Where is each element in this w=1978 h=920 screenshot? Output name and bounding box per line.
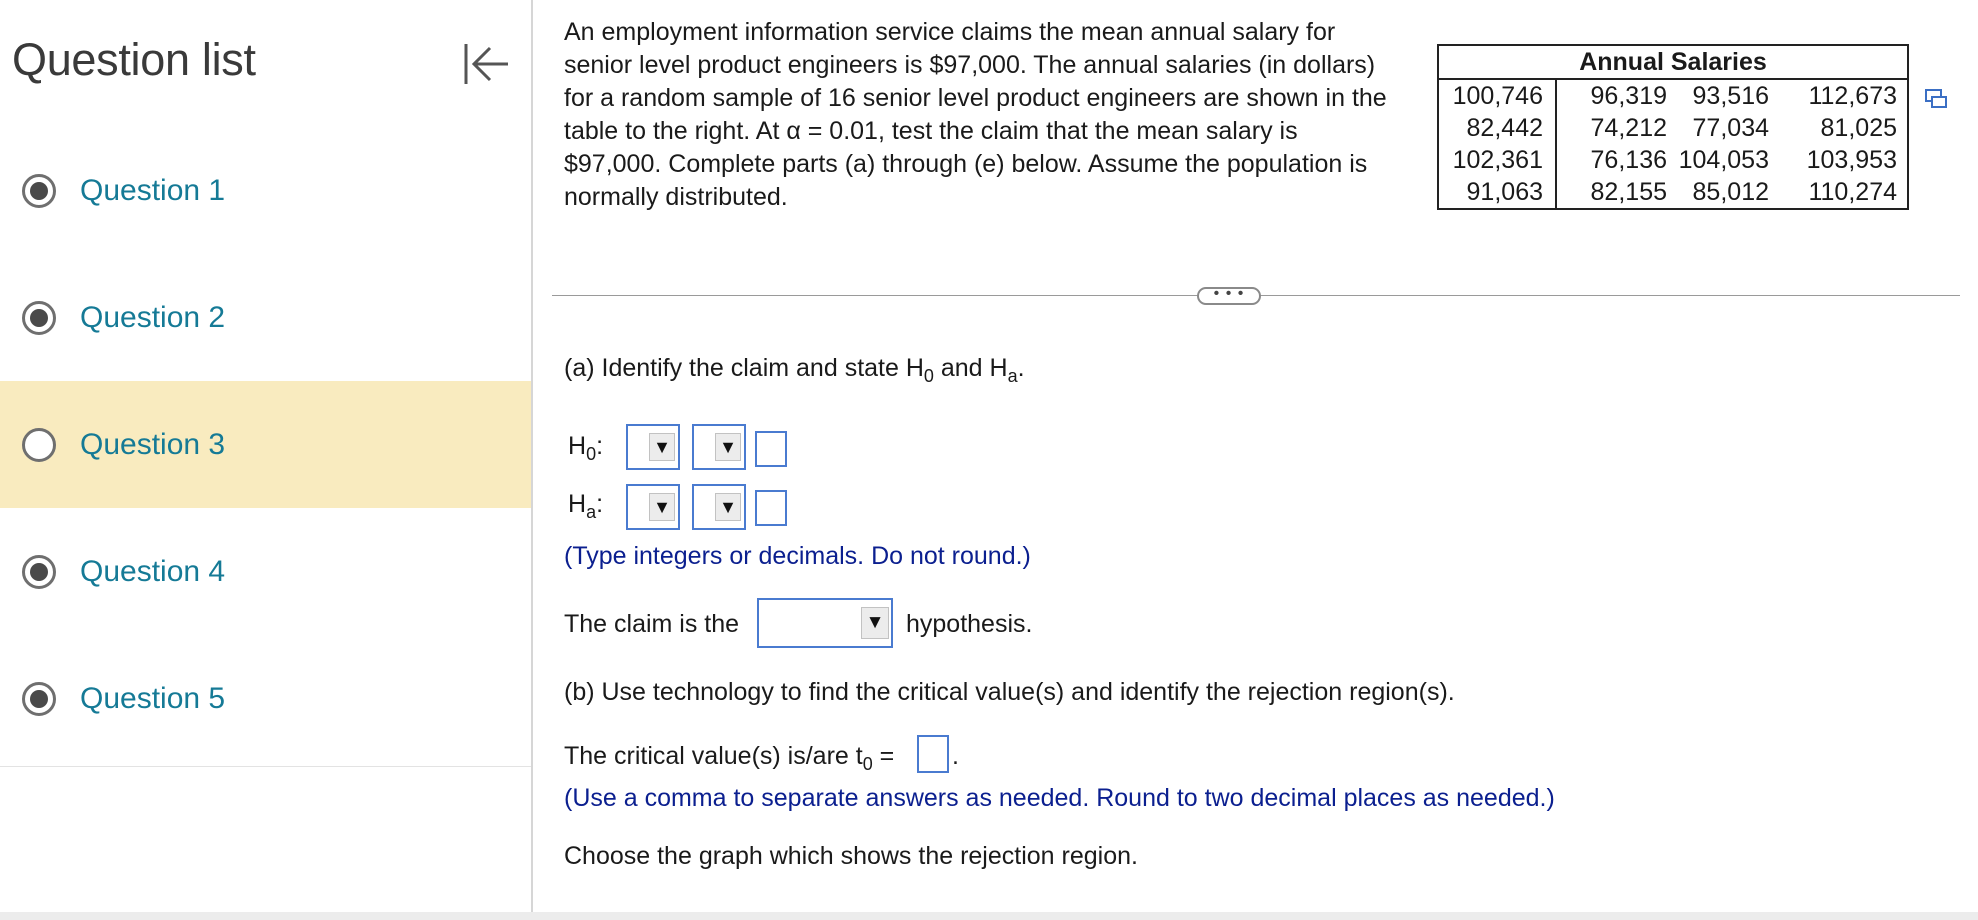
critical-value-prompt <box>564 742 894 775</box>
graph-choice-prompt: Choose the graph which shows the rejection region. <box>564 842 1138 870</box>
question-link: Question 3 <box>80 427 226 461</box>
table-cell: 81,025 <box>1820 114 1897 142</box>
question-link: Question 1 <box>80 173 226 207</box>
prompt-text: and H <box>933 354 1008 382</box>
table-cell: 77,034 <box>1692 114 1769 142</box>
table-cell: 91,063 <box>1438 176 1556 209</box>
table-title: Annual Salaries <box>1438 45 1908 79</box>
table-cell: 102,361 <box>1438 144 1556 176</box>
table-cell: 96,319 <box>1590 82 1667 110</box>
h-letter: H <box>568 490 587 518</box>
ha-label <box>568 490 603 523</box>
question-panel <box>533 0 1978 912</box>
answered-indicator-icon <box>22 301 56 335</box>
critical-value-input[interactable] <box>917 735 949 773</box>
table-cell: 100,746 <box>1438 79 1556 112</box>
prompt-text: . <box>1017 354 1025 382</box>
answered-indicator-icon <box>22 555 56 589</box>
h-letter: H <box>568 432 587 460</box>
table-row <box>1438 79 1908 112</box>
table-cell: 103,953 <box>1806 146 1897 174</box>
critical-value-period: . <box>952 742 959 770</box>
h0-label <box>568 432 603 465</box>
expand-more-button[interactable]: • • • <box>1197 287 1261 305</box>
table-cell: 74,212 <box>1590 114 1667 142</box>
ha-operator-dropdown[interactable] <box>692 484 746 530</box>
sidebar-title: Question list <box>12 34 256 85</box>
part-a-prompt <box>564 354 1025 387</box>
dropdown-arrow-icon: ▼ <box>715 493 741 521</box>
table-row <box>1438 176 1908 209</box>
colon: : <box>596 490 604 518</box>
table-row <box>1438 112 1908 144</box>
copy-to-clipboard-icon[interactable] <box>1924 88 1948 110</box>
prompt-text: (a) Identify the claim and state H <box>564 354 924 382</box>
annual-salaries-table <box>1437 44 1909 210</box>
sidebar-item-question-4[interactable] <box>0 508 531 635</box>
dropdown-arrow-icon: ▼ <box>649 433 675 461</box>
colon: : <box>596 432 604 460</box>
table-cell: 104,053 <box>1678 146 1769 174</box>
table-cell: 82,155 <box>1590 178 1667 206</box>
dropdown-arrow-icon: ▼ <box>715 433 741 461</box>
answered-indicator-icon <box>22 682 56 716</box>
ha-parameter-dropdown[interactable] <box>626 484 680 530</box>
table-cell: 85,012 <box>1692 178 1769 206</box>
collapse-sidebar-icon[interactable] <box>460 38 512 90</box>
part-b-hint: (Use a comma to separate answers as needed. Round to two decimal places as needed.) <box>564 784 1555 812</box>
dropdown-arrow-icon: ▼ <box>649 493 675 521</box>
h0-value-input[interactable] <box>755 431 787 467</box>
sidebar-divider <box>0 766 531 767</box>
subscript: 0 <box>923 366 934 386</box>
subscript: a <box>1007 366 1018 386</box>
prompt-text: = <box>872 742 895 770</box>
prompt-text: The critical value(s) is/are t <box>564 742 863 770</box>
table-cell: 110,274 <box>1808 178 1897 206</box>
question-link: Question 2 <box>80 300 226 334</box>
problem-statement: An employment information service claims the mean annual salary for senior level product engineers is $97,000. The annual salaries (in dollars) for a random sample of 16 senior level product engineers are shown in the table to the right. At α = 0.01, test the claim that the mean salary is $97,000. Complete parts (a) through (e) below. Assume the population is normally distributed. <box>564 18 1387 211</box>
subscript: a <box>586 502 597 522</box>
claim-hypothesis-dropdown[interactable] <box>757 598 893 648</box>
claim-prefix: The claim is the <box>564 610 740 638</box>
answered-indicator-icon <box>22 174 56 208</box>
subscript: 0 <box>586 444 597 464</box>
question-link: Question 4 <box>80 554 226 588</box>
table-cell: 76,136 <box>1590 146 1667 174</box>
subscript: 0 <box>862 754 873 774</box>
dropdown-arrow-icon: ▼ <box>861 607 889 639</box>
sidebar-item-question-3[interactable] <box>0 381 531 508</box>
h0-parameter-dropdown[interactable] <box>626 424 680 470</box>
unanswered-indicator-icon <box>22 428 56 462</box>
part-b-prompt: (b) Use technology to find the critical value(s) and identify the rejection region(s). <box>564 678 1455 706</box>
question-list-sidebar <box>0 0 533 912</box>
ha-value-input[interactable] <box>755 490 787 526</box>
h0-operator-dropdown[interactable] <box>692 424 746 470</box>
question-link: Question 5 <box>80 681 226 715</box>
table-row <box>1438 144 1908 176</box>
sidebar-item-question-1[interactable] <box>0 127 531 254</box>
table-cell: 82,442 <box>1438 112 1556 144</box>
table-cell: 93,516 <box>1692 82 1769 110</box>
part-a-hint: (Type integers or decimals. Do not round.) <box>564 542 1031 570</box>
table-cell: 112,673 <box>1808 82 1897 110</box>
sidebar-item-question-2[interactable] <box>0 254 531 381</box>
bottom-scroll-strip <box>0 912 1978 920</box>
claim-suffix: hypothesis. <box>906 610 1033 638</box>
sidebar-item-question-5[interactable] <box>0 635 531 762</box>
